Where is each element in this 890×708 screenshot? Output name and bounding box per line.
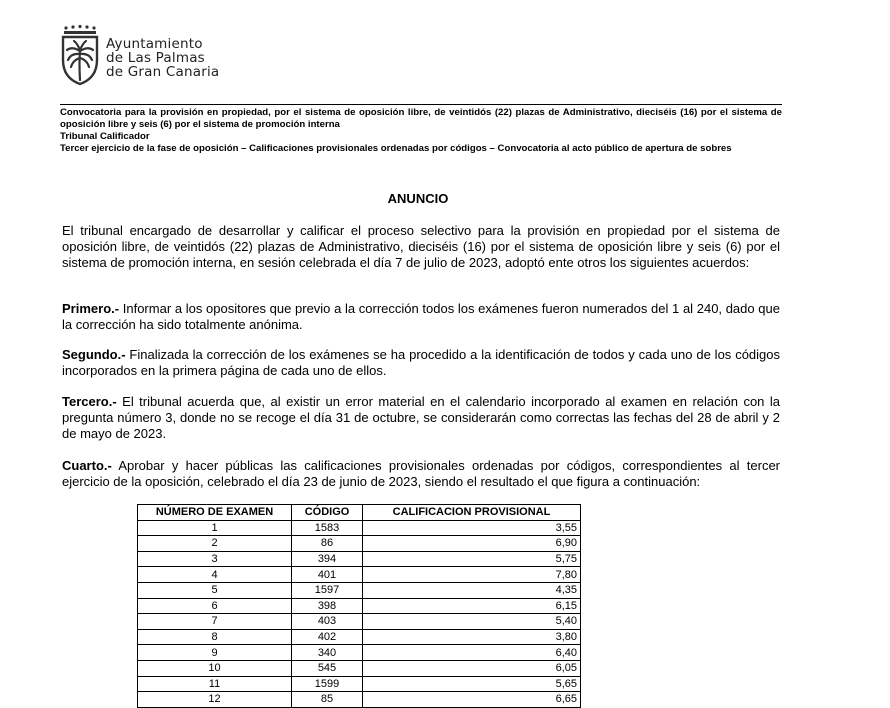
column-header-exam-number: NÚMERO DE EXAMEN — [138, 505, 292, 521]
paragraph-text: Finalizada la corrección de los exámenes se ha procedido a la identificación de todos y cada uno de los códigos incorporados en la primera página de cada uno de ellos. — [62, 347, 780, 378]
cell-exam-number: 1 — [138, 520, 292, 536]
cell-grade: 6,15 — [363, 598, 581, 614]
table-row — [138, 614, 581, 630]
logo — [60, 24, 260, 86]
cell-exam-number: 11 — [138, 676, 292, 692]
cell-grade: 7,80 — [363, 567, 581, 583]
paragraph-segundo — [62, 347, 780, 379]
cell-code: 85 — [292, 692, 363, 708]
table-row — [138, 598, 581, 614]
table-row — [138, 536, 581, 552]
cell-exam-number: 6 — [138, 598, 292, 614]
logo-line-3: de Gran Canaria — [106, 64, 220, 80]
paragraph-tercero — [62, 394, 780, 441]
table-row — [138, 629, 581, 645]
paragraph-cuarto — [62, 458, 780, 490]
exercise-subtitle: Tercer ejercicio de la fase de oposición – Calificaciones provisionales ordenadas por códigos – Convocatoria al acto público de apertura de sobres — [60, 143, 732, 154]
cell-exam-number: 7 — [138, 614, 292, 630]
cell-exam-number: 4 — [138, 567, 292, 583]
cell-grade: 5,75 — [363, 551, 581, 567]
cell-grade: 5,65 — [363, 676, 581, 692]
cell-grade: 5,40 — [363, 614, 581, 630]
cell-exam-number: 2 — [138, 536, 292, 552]
table-row — [138, 660, 581, 676]
table-row — [138, 692, 581, 708]
cell-grade: 3,80 — [363, 629, 581, 645]
cell-grade: 4,35 — [363, 582, 581, 598]
paragraph-text: Informar a los opositores que previo a la corrección todos los exámenes fueron numerados del 1 al 240, dado que la corrección ha sido totalmente anónima. — [62, 301, 780, 332]
cell-grade: 3,55 — [363, 520, 581, 536]
table-row — [138, 645, 581, 661]
cell-exam-number: 8 — [138, 629, 292, 645]
cell-code: 1583 — [292, 520, 363, 536]
table-body — [138, 520, 581, 707]
document-header — [60, 104, 782, 155]
cell-code: 398 — [292, 598, 363, 614]
cell-grade: 6,40 — [363, 645, 581, 661]
column-header-grade: CALIFICACION PROVISIONAL — [363, 505, 581, 521]
paragraph-label: Cuarto.- — [62, 458, 112, 473]
paragraph-label: Tercero.- — [62, 394, 117, 409]
paragraph-label: Primero.- — [62, 301, 120, 316]
cell-code: 86 — [292, 536, 363, 552]
tribunal-label: Tribunal Calificador — [60, 131, 150, 142]
cell-code: 394 — [292, 551, 363, 567]
intro-paragraph: El tribunal encargado de desarrollar y calificar el proceso selectivo para la provisión en propiedad por el sistema de oposición libre, de veintidós (22) plazas de Administrativo, dieciséis (16) por el sistema de oposición libre y seis (6) por el sistema de promoción interna, en sesión celebrada el día 7 de julio de 2023, adoptó ente otros los siguientes acuerdos: — [62, 223, 780, 270]
cell-exam-number: 3 — [138, 551, 292, 567]
palm-crown-shield-icon — [60, 24, 100, 86]
cell-exam-number: 12 — [138, 692, 292, 708]
logo-text — [106, 37, 219, 79]
cell-code: 1599 — [292, 676, 363, 692]
table-row — [138, 567, 581, 583]
paragraph-text: Aprobar y hacer públicas las calificaciones provisionales ordenadas por códigos, correspondientes al tercer ejercicio de la oposición, celebrado el día 23 de junio de 2023, siendo el resultado el que figura a continuación: — [62, 458, 780, 489]
cell-code: 402 — [292, 629, 363, 645]
table-row — [138, 551, 581, 567]
convocatoria-title: Convocatoria para la provisión en propiedad, por el sistema de oposición libre, de veintidós (22) plazas de Administrativo, dieciséis (16) por el sistema de oposición libre y seis (6) por el sistema de promoción interna — [60, 107, 782, 130]
paragraph-label: Segundo.- — [62, 347, 126, 362]
column-header-code: CÓDIGO — [292, 505, 363, 521]
table-header-row — [138, 505, 581, 521]
cell-exam-number: 9 — [138, 645, 292, 661]
logo-line-2: de Las Palmas — [106, 50, 205, 66]
cell-code: 403 — [292, 614, 363, 630]
cell-grade: 6,90 — [363, 536, 581, 552]
cell-grade: 6,05 — [363, 660, 581, 676]
cell-grade: 6,65 — [363, 692, 581, 708]
cell-code: 340 — [292, 645, 363, 661]
table-row — [138, 520, 581, 536]
cell-exam-number: 10 — [138, 660, 292, 676]
cell-exam-number: 5 — [138, 582, 292, 598]
paragraph-primero — [62, 301, 780, 333]
table-row — [138, 676, 581, 692]
table-row — [138, 582, 581, 598]
page-title: ANUNCIO — [387, 191, 449, 206]
paragraph-text: El tribunal acuerda que, al existir un error material en el calendario incorporado al examen en relación con la pregunta número 3, donde no se recoge el día 31 de octubre, se considerarán como correctas las fechas del 28 de abril y 2 de mayo de 2023. — [62, 394, 780, 441]
cell-code: 545 — [292, 660, 363, 676]
cell-code: 401 — [292, 567, 363, 583]
logo-line-1: Ayuntamiento — [106, 36, 203, 52]
results-table — [137, 504, 581, 708]
cell-code: 1597 — [292, 582, 363, 598]
